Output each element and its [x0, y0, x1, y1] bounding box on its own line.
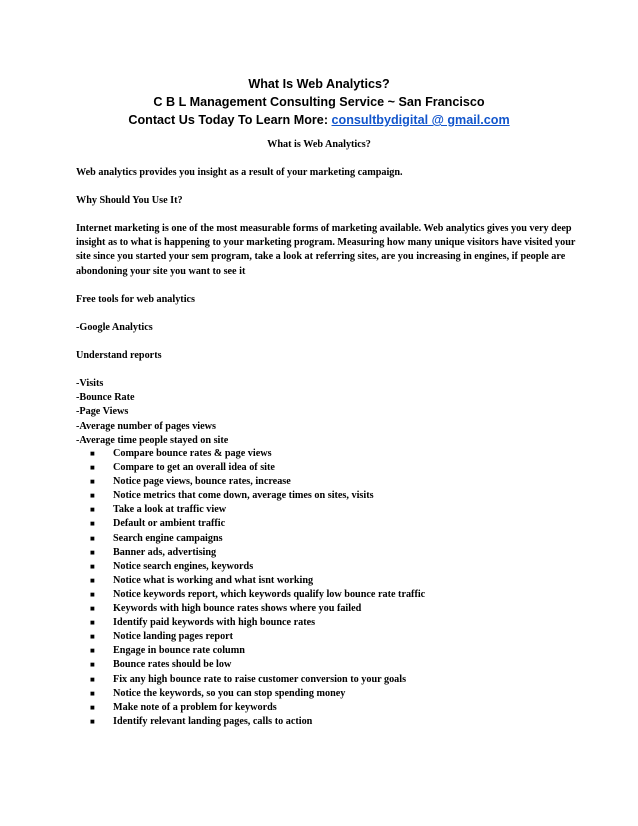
list-item-text: Notice search engines, keywords — [113, 560, 254, 572]
list-item-text: Banner ads, advertising — [113, 546, 217, 558]
why-paragraph: Internet marketing is one of the most measurable forms of marketing available. Web analytics gives you very deep insight as to what is happening to your marketing program. Measuring how many unique visitors have visited your site since you started your sem program, take a look at referring sites, are you increasing in engines, if people are abondoning your site you want to see it — [76, 223, 576, 277]
list-item-text: Fix any high bounce rate to raise customer conversion to your goals — [113, 673, 407, 685]
list-item — [90, 447, 425, 461]
tools-heading: Free tools for web analytics — [76, 294, 196, 305]
list-item — [90, 503, 425, 517]
header-contact-line — [0, 111, 638, 129]
list-item — [90, 616, 425, 630]
list-item-text: Keywords with high bounce rates shows where you failed — [113, 603, 362, 615]
intro-paragraph: Web analytics provides you insight as a result of your marketing campaign. — [76, 167, 403, 178]
list-item-text: Identify paid keywords with high bounce rates — [113, 617, 316, 629]
list-item — [90, 673, 425, 687]
metric-item: -Average number of pages views — [76, 420, 216, 432]
list-item-text: Search engine campaigns — [113, 532, 223, 544]
contact-prefix: Contact Us Today To Learn More: — [128, 113, 332, 127]
square-bullet-icon: ■ — [90, 674, 95, 684]
contact-email-link[interactable]: consultbydigital @ gmail.com — [331, 113, 510, 127]
list-item-text: Notice page views, bounce rates, increase — [113, 476, 291, 488]
list-item-text: Bounce rates should be low — [113, 659, 232, 671]
list-item-text: Make note of a problem for keywords — [113, 701, 277, 713]
list-item — [90, 517, 425, 531]
document-title: What is Web Analytics? — [267, 139, 371, 150]
list-item-text: Take a look at traffic view — [113, 504, 227, 516]
list-item — [90, 658, 425, 672]
reports-heading: Understand reports — [76, 350, 162, 361]
square-bullet-icon: ■ — [90, 589, 95, 599]
list-item — [90, 602, 425, 616]
list-item — [90, 687, 425, 701]
metric-item: -Visits — [76, 378, 104, 389]
list-item-text: Compare bounce rates & page views — [113, 448, 272, 459]
square-bullet-icon: ■ — [90, 632, 95, 642]
list-item — [90, 489, 425, 503]
square-bullet-icon: ■ — [90, 702, 95, 712]
square-bullet-icon: ■ — [90, 547, 95, 557]
square-bullet-icon: ■ — [90, 716, 95, 726]
square-bullet-icon: ■ — [90, 575, 95, 585]
square-bullet-icon: ■ — [90, 477, 95, 487]
tips-list — [90, 447, 425, 729]
list-item — [90, 546, 425, 560]
list-item-text: Notice landing pages report — [113, 631, 234, 643]
metric-item: -Page Views — [76, 406, 129, 418]
square-bullet-icon: ■ — [90, 505, 95, 515]
list-item — [90, 701, 425, 715]
list-item — [90, 560, 425, 574]
list-item — [90, 461, 425, 475]
why-heading: Why Should You Use It? — [76, 195, 183, 206]
list-item — [90, 532, 425, 546]
list-item-text: Notice the keywords, so you can stop spending money — [113, 687, 346, 699]
list-item-text: Default or ambient traffic — [113, 518, 226, 530]
metric-item: -Average time people stayed on site — [76, 434, 229, 446]
square-bullet-icon: ■ — [90, 688, 95, 698]
square-bullet-icon: ■ — [90, 449, 95, 458]
list-item-text: Compare to get an overall idea of site — [113, 462, 275, 474]
list-item-text: Engage in bounce rate column — [113, 645, 245, 657]
list-item — [90, 630, 425, 644]
list-item — [90, 475, 425, 489]
tool-google-analytics: -Google Analytics — [76, 322, 153, 333]
square-bullet-icon: ■ — [90, 491, 95, 501]
square-bullet-icon: ■ — [90, 533, 95, 543]
square-bullet-icon: ■ — [90, 660, 95, 670]
header-title: What Is Web Analytics? — [248, 77, 390, 91]
list-item-text: Identify relevant landing pages, calls to action — [113, 715, 313, 727]
header-subtitle: C B L Management Consulting Service ~ San Francisco — [153, 95, 485, 109]
list-item — [90, 715, 425, 729]
list-item-text: Notice metrics that come down, average times on sites, visits — [113, 490, 374, 502]
square-bullet-icon: ■ — [90, 618, 95, 628]
metric-item: -Bounce Rate — [76, 392, 135, 404]
list-item-text: Notice what is working and what isnt working — [113, 574, 314, 586]
metrics-list — [76, 377, 228, 448]
square-bullet-icon: ■ — [90, 561, 95, 571]
list-item — [90, 574, 425, 588]
square-bullet-icon: ■ — [90, 646, 95, 656]
square-bullet-icon: ■ — [90, 604, 95, 614]
square-bullet-icon: ■ — [90, 519, 95, 529]
list-item-text: Notice keywords report, which keywords qualify low bounce rate traffic — [113, 588, 426, 600]
square-bullet-icon: ■ — [90, 463, 95, 473]
list-item — [90, 644, 425, 658]
document-header — [0, 75, 638, 129]
list-item — [90, 588, 425, 602]
